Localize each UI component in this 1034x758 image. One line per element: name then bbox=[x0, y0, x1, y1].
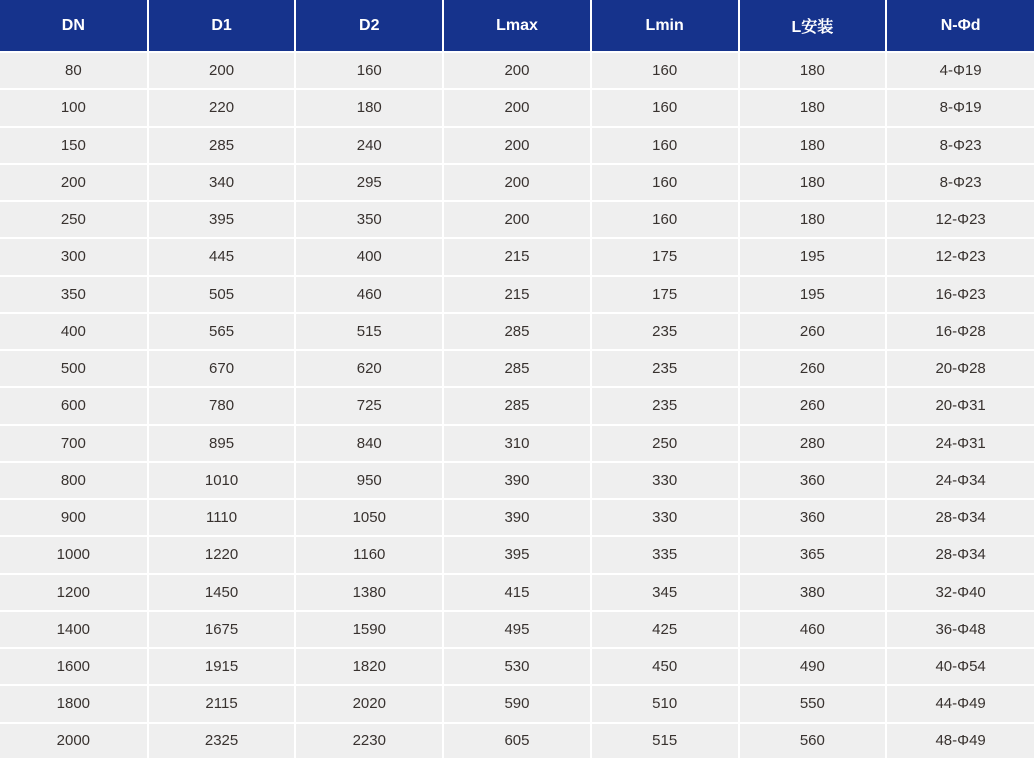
table-row bbox=[0, 648, 1034, 685]
table-cell: 1800 bbox=[0, 685, 148, 722]
table-cell: 2020 bbox=[295, 685, 443, 722]
table-cell: 500 bbox=[0, 350, 148, 387]
table-cell: 180 bbox=[739, 201, 887, 238]
table-row bbox=[0, 313, 1034, 350]
table-cell: 2230 bbox=[295, 723, 443, 758]
table-cell: 180 bbox=[739, 164, 887, 201]
table-cell: 20-Φ28 bbox=[886, 350, 1034, 387]
table-cell: 460 bbox=[295, 276, 443, 313]
table-cell: 515 bbox=[295, 313, 443, 350]
table-cell: 515 bbox=[591, 723, 739, 758]
table-cell: 450 bbox=[591, 648, 739, 685]
table-cell: 235 bbox=[591, 313, 739, 350]
table-cell: 395 bbox=[148, 201, 296, 238]
table-cell: 250 bbox=[0, 201, 148, 238]
table-cell: 1010 bbox=[148, 462, 296, 499]
table-cell: 1600 bbox=[0, 648, 148, 685]
table-cell: 1160 bbox=[295, 536, 443, 573]
table-cell: 335 bbox=[591, 536, 739, 573]
table-cell: 180 bbox=[739, 127, 887, 164]
table-cell: 195 bbox=[739, 276, 887, 313]
table-cell: 1820 bbox=[295, 648, 443, 685]
table-row bbox=[0, 611, 1034, 648]
table-cell: 44-Φ49 bbox=[886, 685, 1034, 722]
table-cell: 2115 bbox=[148, 685, 296, 722]
header-row bbox=[0, 0, 1034, 52]
table-cell: 700 bbox=[0, 425, 148, 462]
table-row bbox=[0, 536, 1034, 573]
table-cell: 330 bbox=[591, 499, 739, 536]
column-header-6: N-Φd bbox=[886, 0, 1034, 52]
table-cell: 48-Φ49 bbox=[886, 723, 1034, 758]
table-cell: 100 bbox=[0, 89, 148, 126]
table-cell: 800 bbox=[0, 462, 148, 499]
table-cell: 8-Φ19 bbox=[886, 89, 1034, 126]
table-cell: 1220 bbox=[148, 536, 296, 573]
table-cell: 80 bbox=[0, 52, 148, 89]
table-cell: 1110 bbox=[148, 499, 296, 536]
table-cell: 40-Φ54 bbox=[886, 648, 1034, 685]
table-cell: 12-Φ23 bbox=[886, 238, 1034, 275]
table-cell: 365 bbox=[739, 536, 887, 573]
table-cell: 260 bbox=[739, 313, 887, 350]
table-cell: 200 bbox=[443, 52, 591, 89]
table-cell: 495 bbox=[443, 611, 591, 648]
table-cell: 390 bbox=[443, 499, 591, 536]
table-cell: 390 bbox=[443, 462, 591, 499]
table-cell: 1450 bbox=[148, 574, 296, 611]
table-cell: 220 bbox=[148, 89, 296, 126]
table-cell: 295 bbox=[295, 164, 443, 201]
table-row bbox=[0, 127, 1034, 164]
table-cell: 180 bbox=[295, 89, 443, 126]
table-cell: 235 bbox=[591, 350, 739, 387]
table-cell: 510 bbox=[591, 685, 739, 722]
column-header-0: DN bbox=[0, 0, 148, 52]
table-cell: 24-Φ34 bbox=[886, 462, 1034, 499]
table-cell: 235 bbox=[591, 387, 739, 424]
table-cell: 1675 bbox=[148, 611, 296, 648]
spec-table-body bbox=[0, 52, 1034, 758]
table-cell: 950 bbox=[295, 462, 443, 499]
table-cell: 285 bbox=[148, 127, 296, 164]
table-cell: 175 bbox=[591, 238, 739, 275]
table-cell: 360 bbox=[739, 462, 887, 499]
table-cell: 36-Φ48 bbox=[886, 611, 1034, 648]
column-header-5: L安装 bbox=[739, 0, 887, 52]
table-cell: 310 bbox=[443, 425, 591, 462]
table-cell: 180 bbox=[739, 89, 887, 126]
table-cell: 195 bbox=[739, 238, 887, 275]
table-cell: 1000 bbox=[0, 536, 148, 573]
table-cell: 160 bbox=[591, 52, 739, 89]
table-row bbox=[0, 201, 1034, 238]
table-cell: 2000 bbox=[0, 723, 148, 758]
table-cell: 840 bbox=[295, 425, 443, 462]
table-cell: 340 bbox=[148, 164, 296, 201]
table-row bbox=[0, 276, 1034, 313]
table-cell: 8-Φ23 bbox=[886, 164, 1034, 201]
table-cell: 1590 bbox=[295, 611, 443, 648]
table-cell: 12-Φ23 bbox=[886, 201, 1034, 238]
table-cell: 8-Φ23 bbox=[886, 127, 1034, 164]
table-cell: 2325 bbox=[148, 723, 296, 758]
table-cell: 215 bbox=[443, 238, 591, 275]
table-cell: 350 bbox=[0, 276, 148, 313]
table-cell: 240 bbox=[295, 127, 443, 164]
table-cell: 175 bbox=[591, 276, 739, 313]
table-cell: 28-Φ34 bbox=[886, 499, 1034, 536]
table-row bbox=[0, 350, 1034, 387]
table-cell: 16-Φ23 bbox=[886, 276, 1034, 313]
table-cell: 380 bbox=[739, 574, 887, 611]
table-cell: 415 bbox=[443, 574, 591, 611]
table-cell: 1380 bbox=[295, 574, 443, 611]
table-cell: 300 bbox=[0, 238, 148, 275]
table-row bbox=[0, 685, 1034, 722]
table-cell: 285 bbox=[443, 387, 591, 424]
table-cell: 360 bbox=[739, 499, 887, 536]
table-cell: 550 bbox=[739, 685, 887, 722]
table-cell: 620 bbox=[295, 350, 443, 387]
table-cell: 250 bbox=[591, 425, 739, 462]
table-cell: 160 bbox=[591, 164, 739, 201]
column-header-4: Lmin bbox=[591, 0, 739, 52]
table-cell: 345 bbox=[591, 574, 739, 611]
table-cell: 20-Φ31 bbox=[886, 387, 1034, 424]
table-cell: 900 bbox=[0, 499, 148, 536]
column-header-2: D2 bbox=[295, 0, 443, 52]
table-row bbox=[0, 499, 1034, 536]
table-cell: 530 bbox=[443, 648, 591, 685]
table-cell: 565 bbox=[148, 313, 296, 350]
table-row bbox=[0, 164, 1034, 201]
table-cell: 1050 bbox=[295, 499, 443, 536]
table-cell: 4-Φ19 bbox=[886, 52, 1034, 89]
table-cell: 490 bbox=[739, 648, 887, 685]
table-cell: 395 bbox=[443, 536, 591, 573]
table-cell: 280 bbox=[739, 425, 887, 462]
table-cell: 445 bbox=[148, 238, 296, 275]
table-cell: 350 bbox=[295, 201, 443, 238]
column-header-1: D1 bbox=[148, 0, 296, 52]
table-row bbox=[0, 425, 1034, 462]
table-cell: 505 bbox=[148, 276, 296, 313]
table-cell: 150 bbox=[0, 127, 148, 164]
table-cell: 400 bbox=[295, 238, 443, 275]
table-cell: 16-Φ28 bbox=[886, 313, 1034, 350]
table-cell: 780 bbox=[148, 387, 296, 424]
table-cell: 725 bbox=[295, 387, 443, 424]
table-cell: 260 bbox=[739, 387, 887, 424]
table-cell: 560 bbox=[739, 723, 887, 758]
spec-table-header bbox=[0, 0, 1034, 52]
table-cell: 590 bbox=[443, 685, 591, 722]
table-cell: 425 bbox=[591, 611, 739, 648]
table-row bbox=[0, 387, 1034, 424]
table-cell: 215 bbox=[443, 276, 591, 313]
table-cell: 200 bbox=[0, 164, 148, 201]
table-row bbox=[0, 723, 1034, 758]
table-cell: 605 bbox=[443, 723, 591, 758]
table-row bbox=[0, 52, 1034, 89]
table-cell: 285 bbox=[443, 313, 591, 350]
table-cell: 200 bbox=[148, 52, 296, 89]
table-row bbox=[0, 238, 1034, 275]
table-cell: 1200 bbox=[0, 574, 148, 611]
table-cell: 285 bbox=[443, 350, 591, 387]
table-cell: 200 bbox=[443, 127, 591, 164]
table-cell: 28-Φ34 bbox=[886, 536, 1034, 573]
table-cell: 670 bbox=[148, 350, 296, 387]
table-cell: 1915 bbox=[148, 648, 296, 685]
table-cell: 200 bbox=[443, 89, 591, 126]
table-row bbox=[0, 574, 1034, 611]
table-cell: 200 bbox=[443, 201, 591, 238]
table-row bbox=[0, 462, 1034, 499]
table-cell: 1400 bbox=[0, 611, 148, 648]
table-cell: 600 bbox=[0, 387, 148, 424]
table-cell: 160 bbox=[591, 89, 739, 126]
table-cell: 895 bbox=[148, 425, 296, 462]
table-cell: 330 bbox=[591, 462, 739, 499]
table-cell: 32-Φ40 bbox=[886, 574, 1034, 611]
table-cell: 180 bbox=[739, 52, 887, 89]
table-cell: 200 bbox=[443, 164, 591, 201]
table-cell: 160 bbox=[295, 52, 443, 89]
column-header-3: Lmax bbox=[443, 0, 591, 52]
table-cell: 24-Φ31 bbox=[886, 425, 1034, 462]
table-cell: 400 bbox=[0, 313, 148, 350]
table-cell: 460 bbox=[739, 611, 887, 648]
table-cell: 160 bbox=[591, 127, 739, 164]
table-cell: 160 bbox=[591, 201, 739, 238]
table-row bbox=[0, 89, 1034, 126]
table-cell: 260 bbox=[739, 350, 887, 387]
